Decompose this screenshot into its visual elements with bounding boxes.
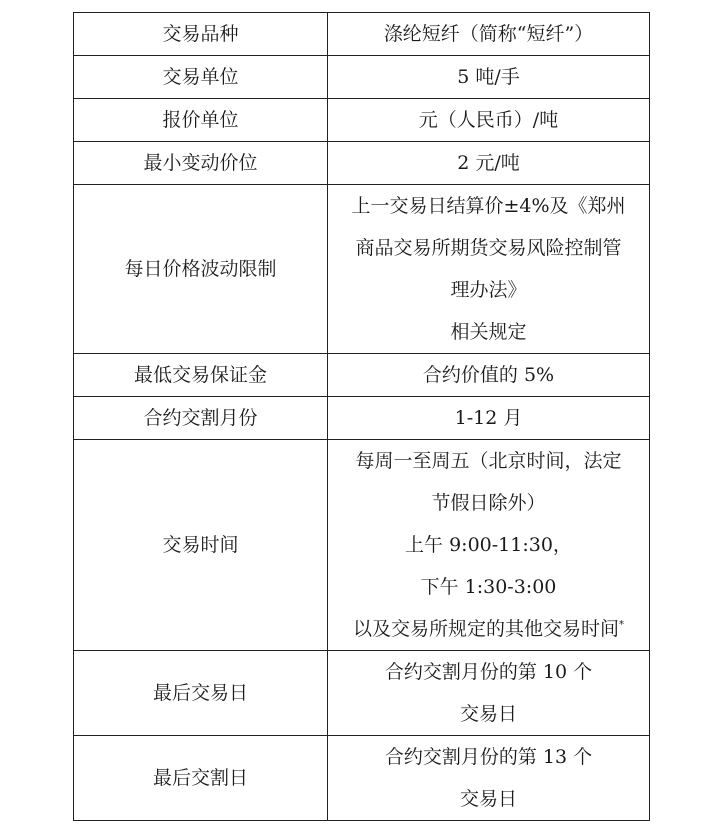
spec-label: 最后交割日 (74, 736, 328, 821)
spec-value-line (328, 778, 649, 820)
spec-value-text: 交易日 (459, 788, 517, 810)
spec-value-text: 元（人民币）/吨 (418, 109, 559, 131)
spec-value-text: 商品交易所期货交易风险控制管 (355, 237, 622, 259)
table-row (74, 99, 650, 142)
spec-value-text: 每周一至周五（北京时间，法定 (355, 450, 622, 472)
spec-value-text: 涤纶短纤（简称“短纤”） (383, 23, 594, 45)
spec-value-line (328, 269, 649, 311)
spec-value (328, 56, 650, 99)
spec-label: 交易单位 (74, 56, 328, 99)
spec-value-line (328, 311, 649, 353)
spec-value-line (328, 142, 649, 184)
spec-value-line (328, 566, 649, 608)
spec-value-text: 合约交割月份的第 13 个 (384, 746, 593, 768)
table-row (74, 142, 650, 185)
spec-value (328, 142, 650, 185)
spec-value (328, 397, 650, 440)
spec-value-text: 节假日除外） (431, 492, 546, 514)
table-row (74, 440, 650, 651)
spec-value (328, 13, 650, 56)
spec-value-text: 合约价值的 5% (422, 364, 555, 386)
table-row (74, 56, 650, 99)
spec-value-line (328, 482, 649, 524)
spec-label: 交易时间 (74, 440, 328, 651)
spec-value-text: 下午 1:30-3:00 (420, 576, 557, 598)
spec-value-text: 上一交易日结算价±4%及《郑州 (351, 195, 626, 217)
spec-value-line (328, 354, 649, 396)
spec-value-line (328, 227, 649, 269)
spec-value-line (328, 693, 649, 735)
spec-value-line (328, 99, 649, 141)
spec-value-text: 1-12 月 (454, 407, 523, 429)
spec-value-text: 2 元/吨 (457, 152, 520, 174)
spec-value-line (328, 440, 649, 482)
spec-value (328, 736, 650, 821)
spec-value-line (328, 397, 649, 439)
spec-value-line (328, 524, 649, 566)
spec-value-text: 合约交割月份的第 10 个 (384, 661, 593, 683)
spec-value-line (328, 56, 649, 98)
spec-value (328, 440, 650, 651)
spec-value (328, 354, 650, 397)
spec-value-text: 以及交易所规定的其他交易时间 (352, 618, 619, 640)
spec-value (328, 185, 650, 354)
spec-value (328, 651, 650, 736)
footnote-mark: * (619, 619, 624, 631)
spec-label: 每日价格波动限制 (74, 185, 328, 354)
table-row (74, 736, 650, 821)
table-body (74, 13, 650, 821)
spec-label: 合约交割月份 (74, 397, 328, 440)
spec-value (328, 99, 650, 142)
spec-label: 报价单位 (74, 99, 328, 142)
spec-value-line (328, 608, 649, 650)
spec-value-text: 上午 9:00-11:30， (405, 534, 572, 556)
table-row (74, 13, 650, 56)
contract-spec-table (73, 12, 650, 821)
spec-label: 最小变动价位 (74, 142, 328, 185)
spec-value-line (328, 185, 649, 227)
spec-value-text: 交易日 (459, 703, 517, 725)
spec-value-text: 理办法》 (450, 279, 527, 301)
spec-value-line (328, 651, 649, 693)
spec-value-text: 5 吨/手 (457, 66, 520, 88)
spec-value-line (328, 736, 649, 778)
table-row (74, 651, 650, 736)
spec-value-text: 相关规定 (450, 321, 527, 343)
spec-label: 最后交易日 (74, 651, 328, 736)
table-row (74, 354, 650, 397)
table-row (74, 397, 650, 440)
spec-label: 交易品种 (74, 13, 328, 56)
spec-value-line (328, 13, 649, 55)
spec-label: 最低交易保证金 (74, 354, 328, 397)
table-row (74, 185, 650, 354)
